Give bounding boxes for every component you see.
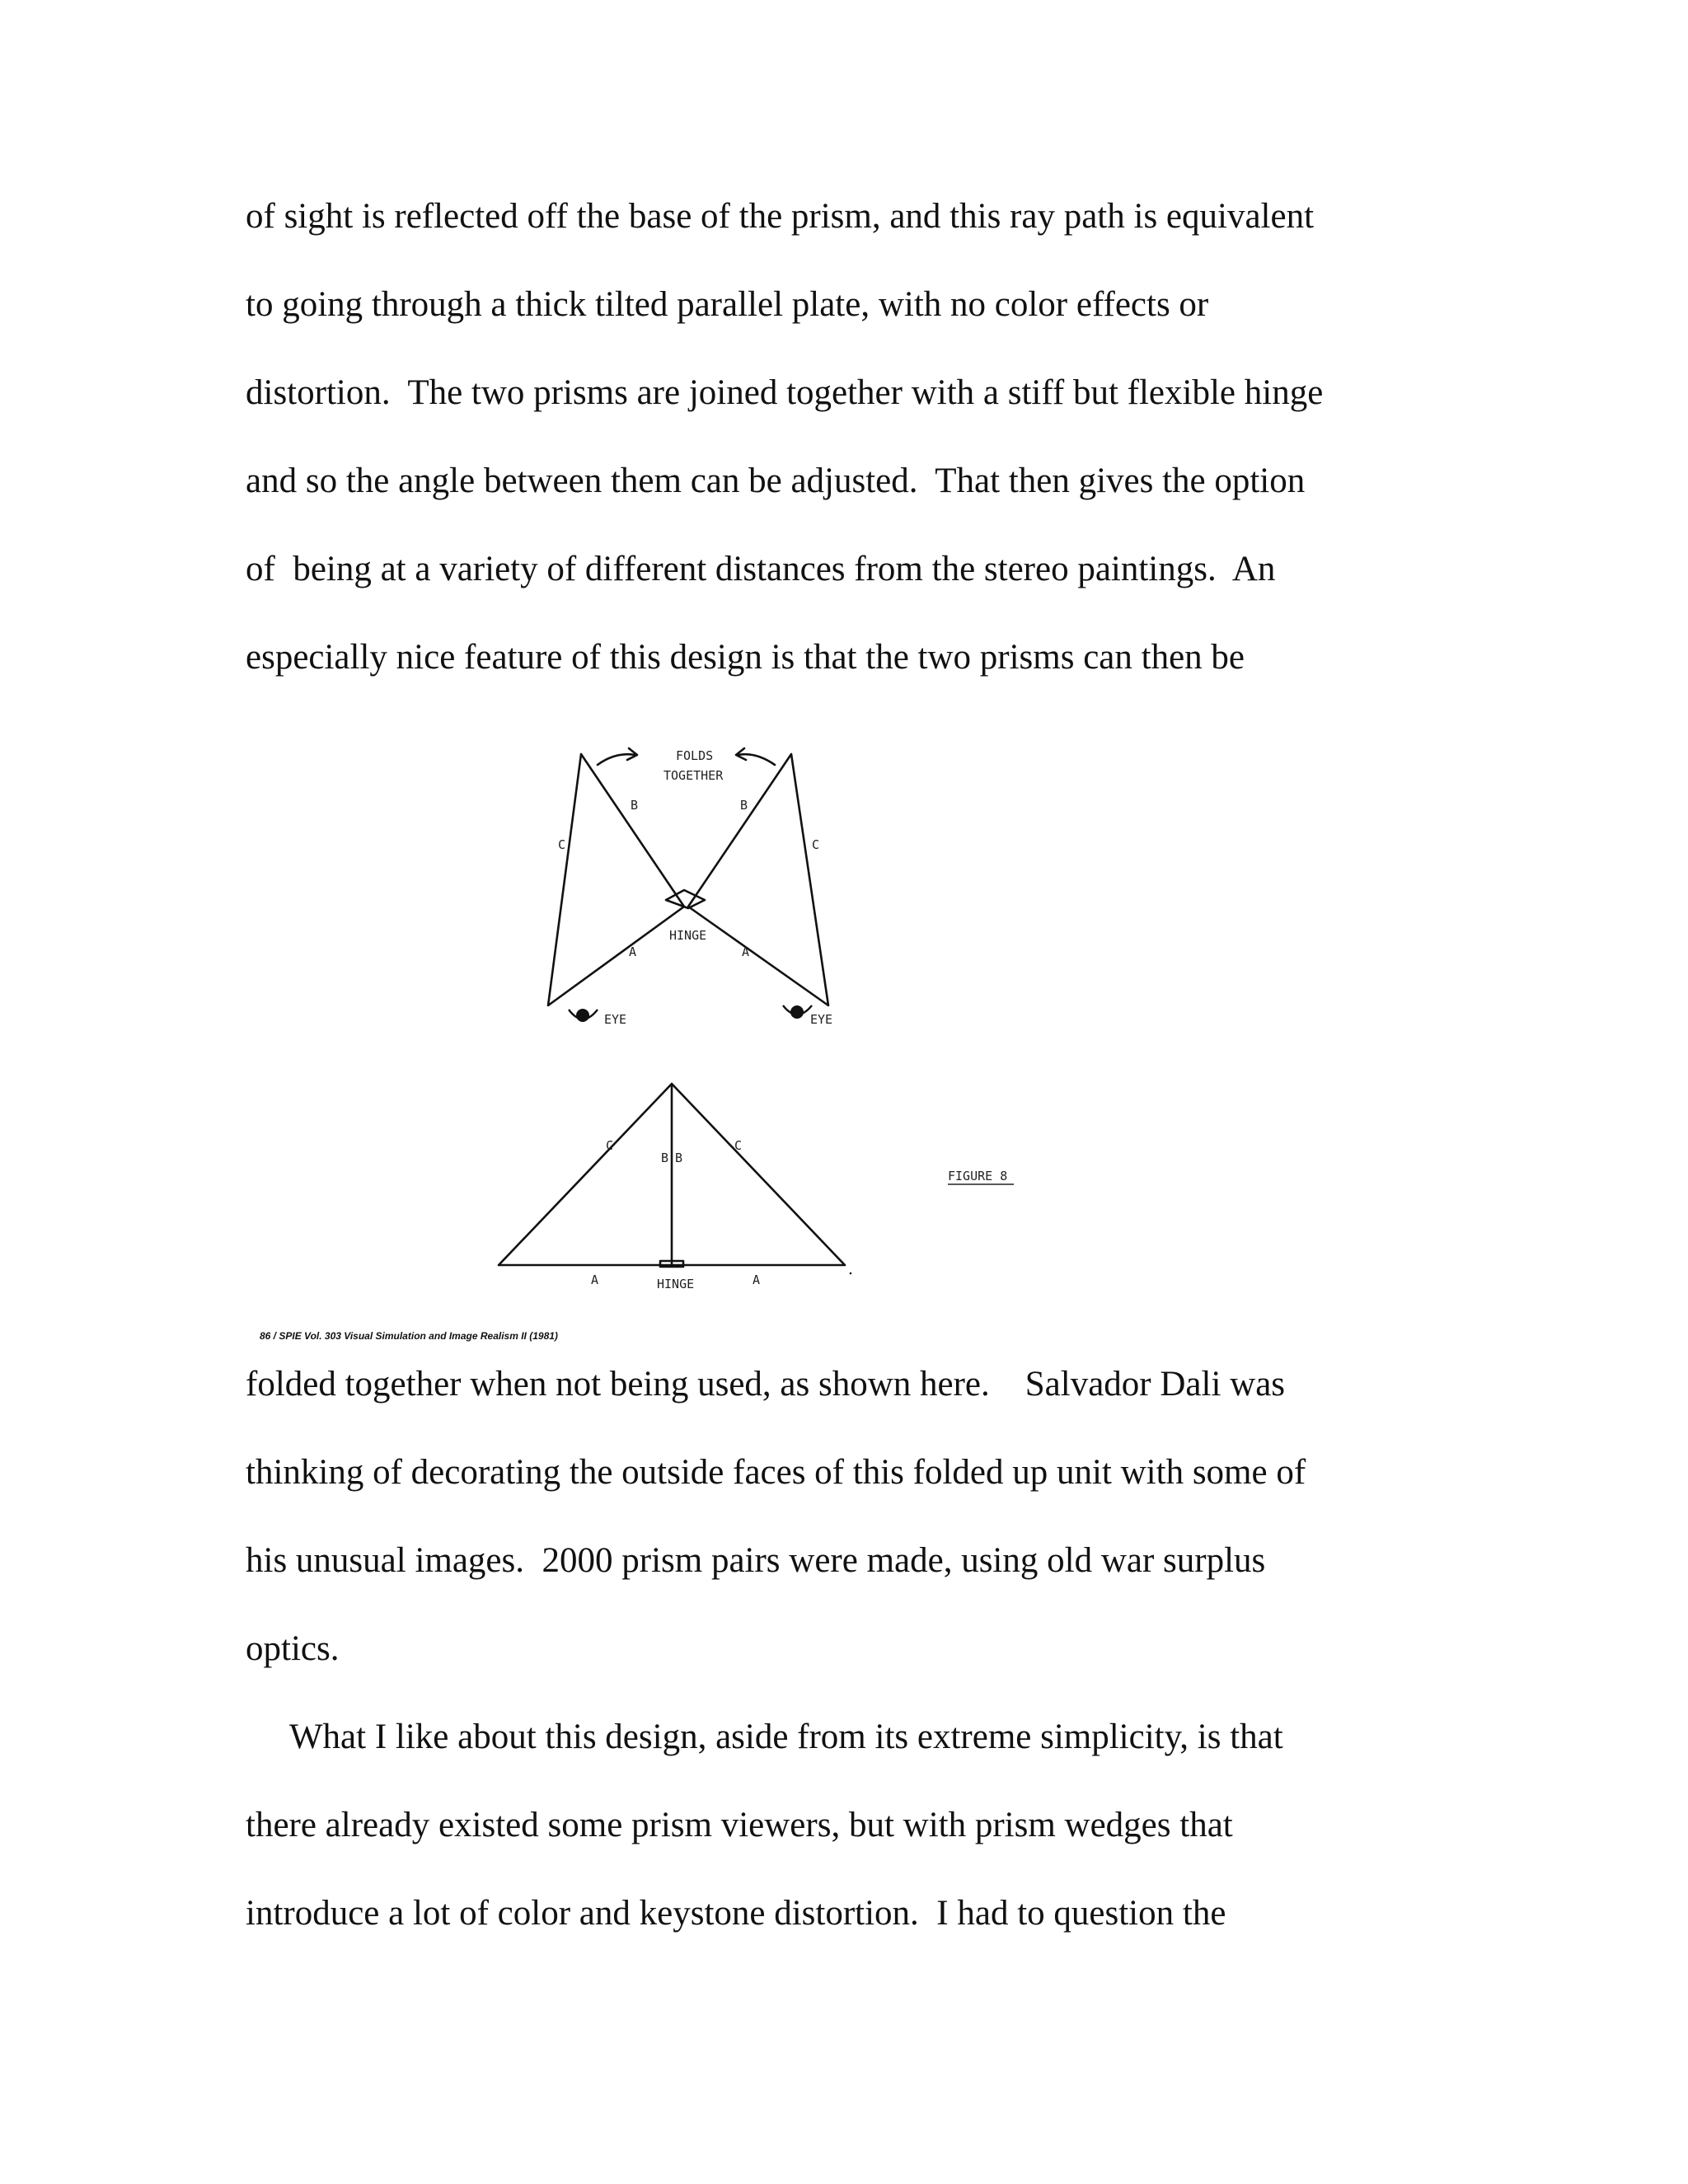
hinge-top [666, 890, 705, 908]
source-citation: 86 / SPIE Vol. 303 Visual Simulation and Image Realism II (1981) [260, 1330, 558, 1342]
text-line: thinking of decorating the outside faces of this folded up unit with some of [246, 1453, 1306, 1492]
label-b-right: B [740, 798, 748, 813]
label-c-right: C [812, 837, 820, 852]
text-line: of sight is reflected off the base of the prism, and this ray path is equivalent [246, 197, 1315, 236]
text-line: and so the angle between them can be adjusted. That then gives the option [246, 462, 1306, 500]
text-line: What I like about this design, aside from its extreme simplicity, is that [246, 1718, 1283, 1756]
label-c-bottom-right: C [734, 1138, 743, 1153]
label-a-right: A [742, 944, 750, 959]
eye-icon [783, 1005, 812, 1019]
text-line: of being at a variety of different distances from the stereo paintings. An [246, 550, 1276, 588]
label-eye-left: EYE [604, 1012, 627, 1027]
label-a-bottom-left: A [591, 1272, 599, 1287]
label-together: TOGETHER [663, 768, 724, 783]
text-line: to going through a thick tilted parallel plate, with no color effects or [246, 285, 1209, 324]
figure-prism-viewer [243, 717, 1067, 1352]
label-a-bottom-right: A [753, 1272, 761, 1287]
text-line: folded together when not being used, as shown here. Salvador Dali was [246, 1365, 1286, 1404]
eye-icon [569, 1009, 598, 1022]
text-line: introduce a lot of color and keystone distortion. I had to question the [246, 1894, 1226, 1933]
text-line: distortion. The two prisms are joined together with a stiff but flexible hinge [246, 373, 1324, 412]
prism-diagram [243, 717, 1067, 1352]
text-line: especially nice feature of this design is that the two prisms can then be [246, 638, 1245, 677]
label-hinge-bottom: HINGE [657, 1277, 695, 1291]
figure-caption: FIGURE 8 [948, 1169, 1008, 1183]
label-eye-right: EYE [810, 1012, 833, 1027]
left-prism-outline [548, 754, 684, 1005]
text-line: there already existed some prism viewers, but with prism wedges that [246, 1806, 1233, 1844]
label-c-left: C [558, 837, 566, 852]
label-folds: FOLDS [676, 748, 714, 763]
text-line: optics. [246, 1629, 340, 1668]
label-a-left: A [629, 944, 637, 959]
label-hinge-top: HINGE [669, 928, 707, 943]
right-prism-outline [688, 754, 828, 1005]
label-c-bottom-left: C [606, 1138, 614, 1153]
label-b-bottom-left: B [661, 1151, 669, 1165]
text-line: his unusual images. 2000 prism pairs were made, using old war surplus [246, 1541, 1266, 1580]
label-b-left: B [631, 798, 639, 813]
label-b-bottom-right: B [675, 1151, 683, 1165]
